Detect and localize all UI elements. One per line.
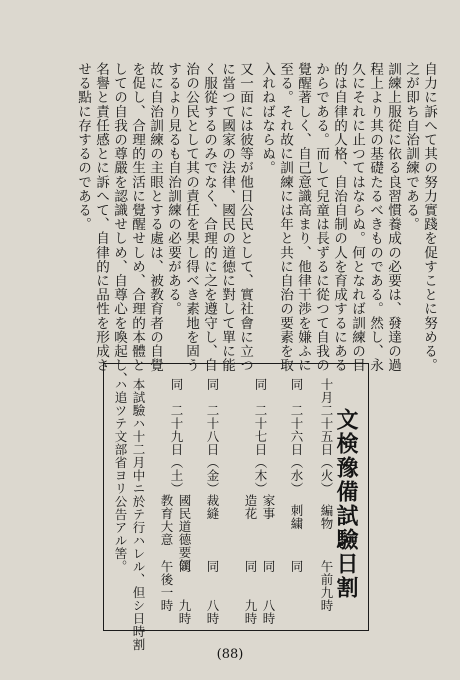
schedule-time: 同 八時: [261, 560, 276, 625]
body-line: 故に自治訓練の主眼とする處は、被教育者の自覺: [147, 62, 163, 373]
body-line: 程上より其の基礎たるべきものである。然し、永: [367, 62, 383, 373]
schedule-time: 午前九時: [319, 560, 334, 612]
schedule-subject: 造花: [243, 494, 258, 520]
body-line: からである。而して兒童は長ずるに從つて自我の: [313, 62, 329, 373]
schedule-subject: 國民道德要領: [177, 494, 192, 572]
schedule-date: 同 二十八日（金）: [205, 378, 220, 495]
body-line: 入れねばならぬ。: [259, 62, 275, 175]
body-line: 久にそれに止つてはならぬ。何となれば訓練の目: [349, 62, 365, 373]
schedule-date: 十月二十五日（火）: [319, 378, 334, 495]
page-number: (88): [216, 647, 244, 662]
schedule-subject: 編物: [319, 504, 334, 530]
schedule-subject: 教育大意: [159, 494, 174, 546]
schedule-subject: 裁縫: [205, 494, 220, 520]
body-line: 訓練上服從に依る良習慣養成の必要は、發達の過: [385, 62, 401, 373]
body-line: 名譽と責任感とに訴へて、自律的に品性を形成さ: [93, 62, 109, 373]
schedule-time: 同 九時: [243, 560, 258, 625]
body-line: に當つて國家の法律、國民の道徳に對して單に能: [219, 62, 235, 373]
body-line: しての自我の尊嚴を認識せしめ、自尊心を喚起し、: [111, 62, 127, 387]
schedule-time: 同: [289, 560, 304, 573]
body-line: せる點に存するのである。: [75, 62, 91, 232]
body-line: するより見るも自治訓練の必要がある。: [165, 62, 181, 316]
schedule-date: 同 二十七日（木）: [253, 378, 268, 495]
schedule-subject: 刺繍: [289, 504, 304, 530]
body-line: 覺醒著しく、自己意識高まり、他律干渉を嫌ふに: [295, 62, 311, 373]
schedule-notice-line: ハ追ツテ文部省ヨリ公告アル筈。: [113, 378, 128, 573]
schedule-time: 午後一時: [159, 560, 174, 612]
body-line: を促し、合理的生活に覺醒せしめ、合理的本體と: [129, 62, 145, 373]
body-line: 的は自律的人格、自治自制の人を育成するにある: [331, 62, 347, 373]
schedule-subject: 家事: [261, 494, 276, 520]
schedule-title: 文検豫備試驗日割: [333, 408, 359, 600]
body-line: 至る。それ故に訓練には年と共に自治の要素を取: [277, 62, 293, 373]
body-line: 自力に訴へて其の努力實踐を促すことに努める。: [421, 62, 437, 373]
body-line: 之が即ち自治訓練である。: [403, 62, 419, 232]
body-line: 又一面には彼等が他日公民として、實社會に立つ: [237, 62, 253, 373]
schedule-notice-line: 本試驗ハ十二月中ニ於テ行ハレル、但シ日時割: [131, 378, 146, 651]
schedule-time: 同 九時: [177, 560, 192, 625]
body-line: く服從するのみでなく、合理的に之を遵守し、自: [201, 62, 217, 373]
schedule-date: 同 二十六日（水）: [289, 378, 304, 495]
schedule-time: 同 八時: [205, 560, 220, 625]
schedule-date: 同 二十九日（土）: [169, 378, 184, 495]
body-line: 治の公民として其の責任を果し得べき素地を固う: [183, 62, 199, 373]
